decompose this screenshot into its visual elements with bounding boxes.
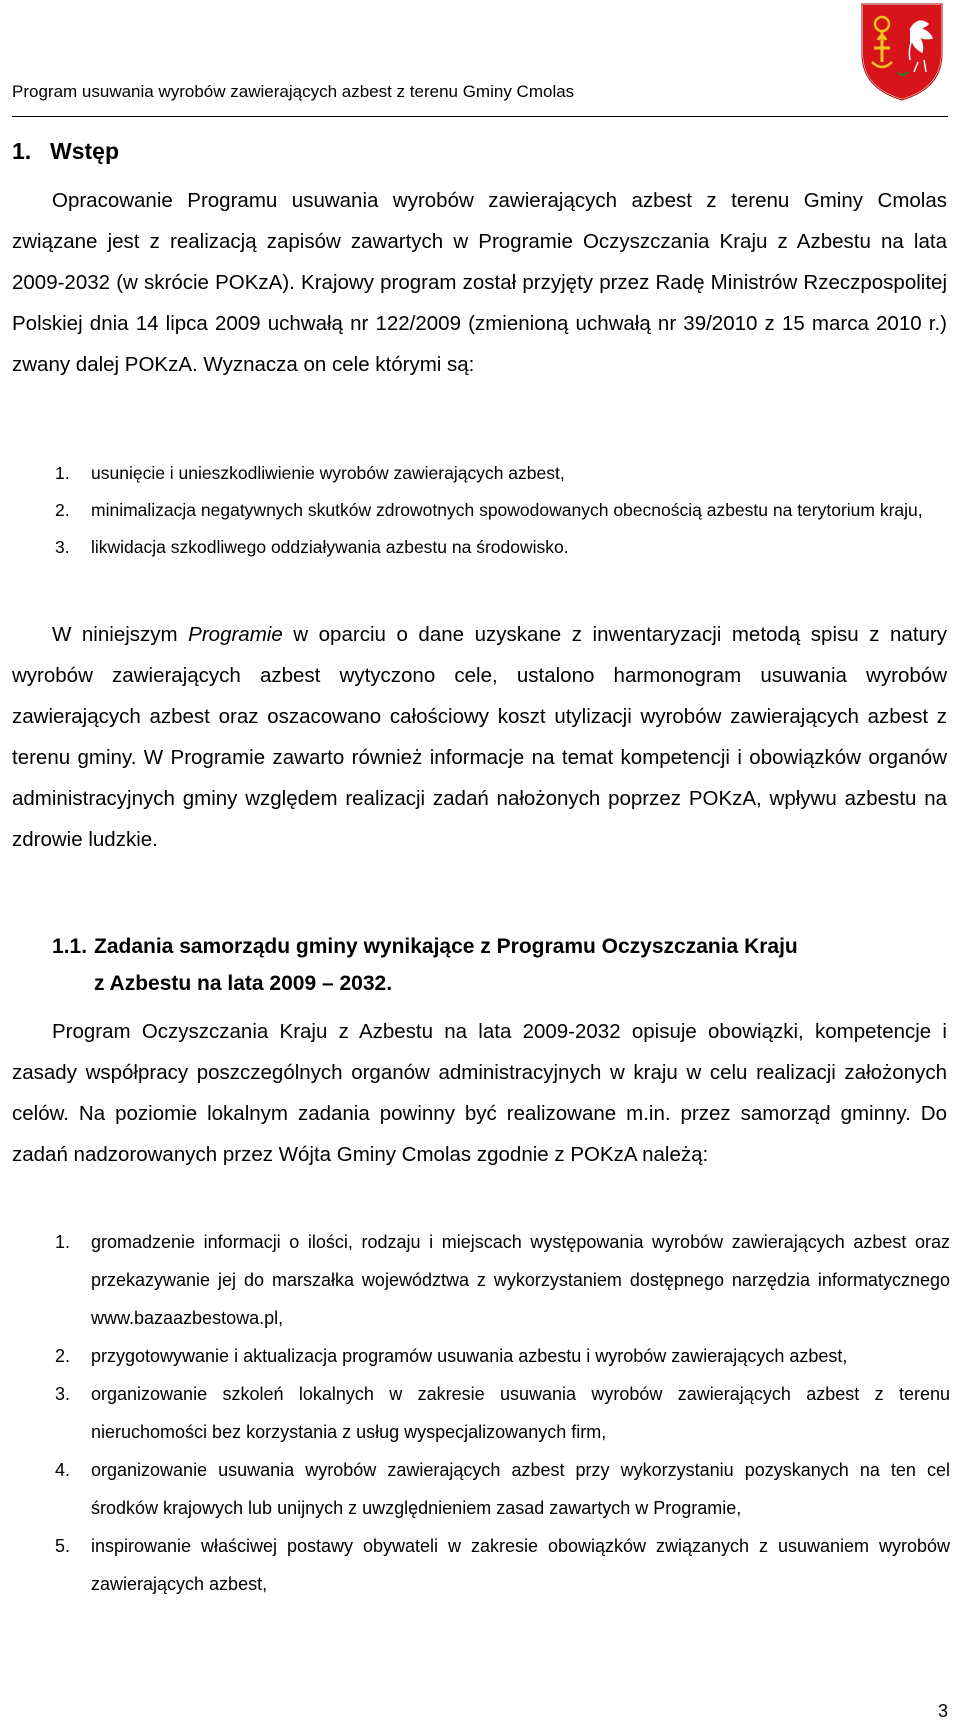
section-1-1-title-line1: Zadania samorządu gminy wynikające z Programu Oczyszczania Kraju: [94, 935, 798, 958]
list-item: 2. minimalizacja negatywnych skutków zdrowotnych spowodowanych obecnością azbestu na terytorium kraju,: [55, 500, 923, 520]
list-item: 4. organizowanie usuwania wyrobów zawierających azbest przy wykorzystaniu pozyskanych na ten cel środków krajowych lub unijnych z uwzględnieniem zasad zawartych w Programie,: [55, 1460, 950, 1518]
tasks-list: [55, 1223, 950, 1603]
section-1-1-number: 1.1.: [52, 935, 88, 958]
section-1-number: 1.: [12, 138, 32, 164]
page-number: 3: [937, 1701, 948, 1721]
coat-of-arms-icon: [858, 0, 946, 104]
list-item: 3. likwidacja szkodliwego oddziaływania azbestu na środowisko.: [55, 537, 569, 557]
goals-list: [55, 455, 950, 566]
intro-paragraph: Opracowanie Programu usuwania wyrobów zawierających azbest z terenu Gminy Cmolas związane jest z realizacją zapisów zawartych w Programie Oczyszczania Kraju z Azbestu na lata 2009-2032 (w skrócie POKzA). Krajowy program został przyjęty przez Radę Ministrów Rzeczpospolitej Polskiej dnia 14 lipca 2009 uchwałą nr 122/2009 (zmienioną uchwałą nr 39/2010 z 15 marca 2010 r.) zwany dalej POKzA. Wyznacza on cele którymi są:: [12, 189, 947, 376]
program-paragraph: W niniejszym Programie w oparciu o dane uzyskane z inwentaryzacji metodą spisu z natury wyrobów zawierających azbest wytyczono cele, ustalono harmonogram usuwania wyrobów zawierających azbest oraz oszacowano całościowy koszt utylizacji wyrobów zawierających azbest z terenu gminy. W Programie zawarto również informacje na temat kompetencji i obowiązków organów administracyjnych gminy względem realizacji zadań nałożonych poprzez POKzA, wpływu azbestu na zdrowie ludzkie.: [12, 623, 947, 851]
section-1-1-heading: [52, 928, 798, 1002]
section-1-heading: [12, 138, 119, 165]
list-item: 1. usunięcie i unieszkodliwienie wyrobów zawierających azbest,: [55, 463, 565, 483]
list-item: 5. inspirowanie właściwej postawy obywateli w zakresie obowiązków związanych z usuwaniem wyrobów zawierających azbest,: [55, 1536, 950, 1594]
list-item: 3. organizowanie szkoleń lokalnych w zakresie usuwania wyrobów zawierających azbest z terenu nieruchomości bez korzystania z usług wyspecjalizowanych firm,: [55, 1384, 950, 1442]
document-title: Program usuwania wyrobów zawierających azbest z terenu Gminy Cmolas: [12, 82, 575, 101]
section-1-title: Wstęp: [50, 138, 119, 164]
list-item: 2. przygotowywanie i aktualizacja programów usuwania azbestu i wyrobów zawierających azbest,: [55, 1346, 848, 1366]
tasks-intro-paragraph: Program Oczyszczania Kraju z Azbestu na lata 2009-2032 opisuje obowiązki, kompetencje i zasady współpracy poszczególnych organów administracyjnych w kraju w celu realizacji założonych celów. Na poziomie lokalnym zadania powinny być realizowane m.in. przez samorząd gminny. Do zadań nadzorowanych przez Wójta Gminy Cmolas zgodnie z POKzA należą:: [12, 1020, 947, 1166]
section-1-1-title-line2: z Azbestu na lata 2009 – 2032.: [94, 972, 393, 995]
header-divider: [12, 116, 948, 117]
list-item: 1. gromadzenie informacji o ilości, rodzaju i miejscach występowania wyrobów zawierających azbest oraz przekazywanie jej do marszałka województwa z wykorzystaniem dostępnego narzędzia informatycznego www.bazaazbestowa.pl,: [55, 1232, 950, 1328]
